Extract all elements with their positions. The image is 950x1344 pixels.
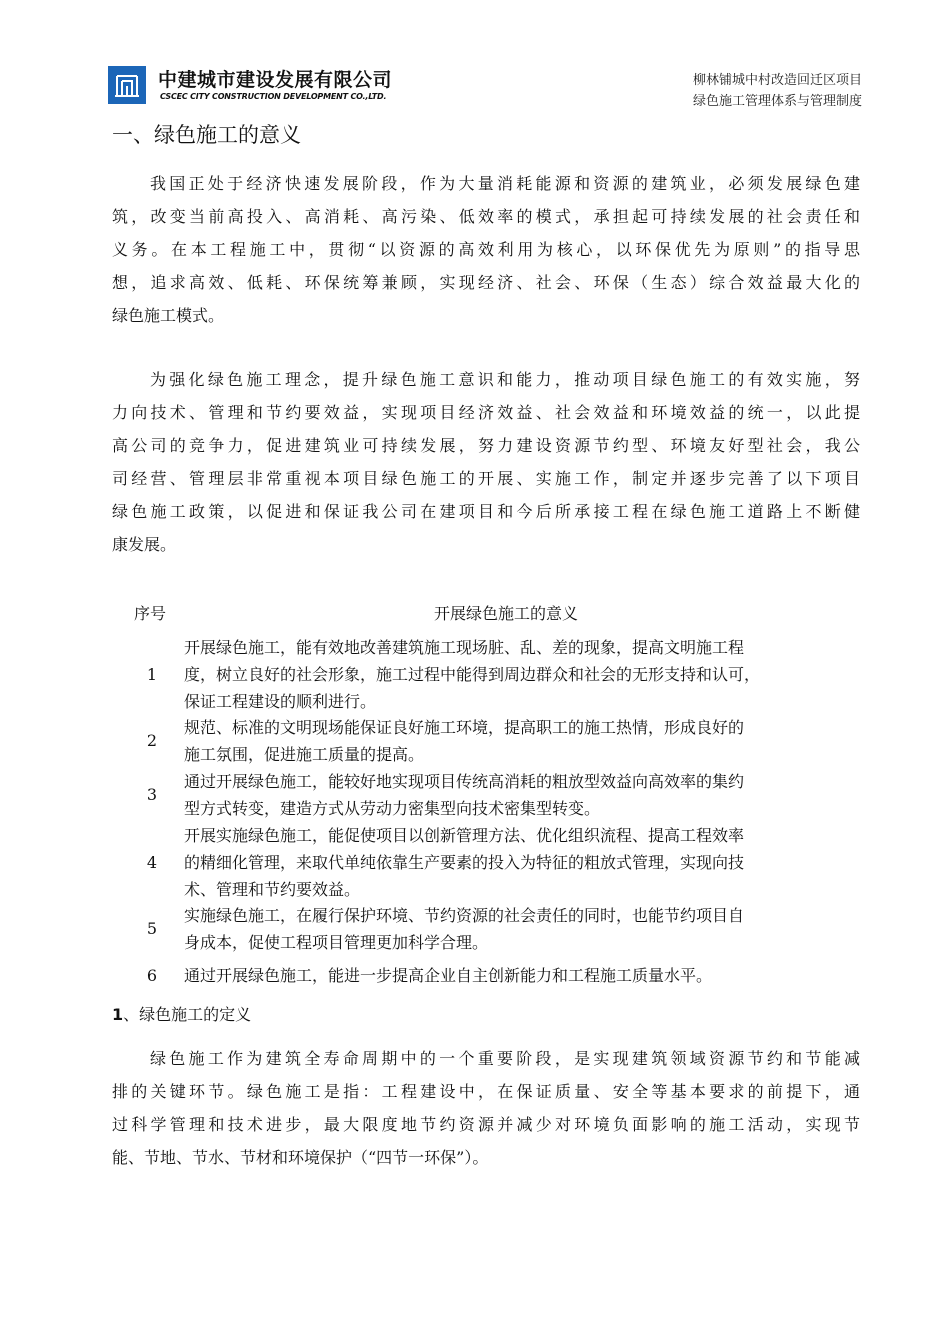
table-row	[112, 634, 860, 715]
row-text-line: 型方式转变，建造方式从劳动力密集型向技术密集型转变。	[184, 799, 601, 818]
row-number: 5	[146, 919, 158, 938]
project-info	[693, 70, 862, 112]
row-text-line: 规范、标准的文明现场能保证良好施工环境，提高职工的施工热情，形成良好的	[184, 718, 745, 737]
paragraph-line: 高公司的竞争力，促进建筑业可持续发展，努力建设资源节约型、环境友好型社会，我公	[112, 436, 860, 455]
paragraph-policy	[112, 363, 860, 561]
column-header-number: 序号	[134, 604, 167, 623]
row-text	[184, 714, 860, 768]
paragraph-line: 过科学管理和技术进步，最大限度地节约资源并减少对环境负面影响的施工活动，实现节	[112, 1115, 860, 1134]
paragraph-line: 筑，改变当前高投入、高消耗、高污染、低效率的模式，承担起可持续发展的社会责任和	[112, 207, 860, 226]
row-text	[184, 962, 860, 989]
row-number: 6	[146, 966, 158, 985]
paragraph-line: 绿色施工作为建筑全寿命周期中的一个重要阶段，是实现建筑领域资源节约和节能减	[150, 1049, 860, 1068]
row-text-line: 身成本，促使工程项目管理更加科学合理。	[184, 933, 489, 952]
section-title: 一、绿色施工的意义	[112, 123, 301, 147]
paragraph-line: 康发展。	[112, 535, 177, 554]
row-text-line: 保证工程建设的顺利进行。	[184, 692, 377, 711]
subsection-title-text: 、绿色施工的定义	[123, 1005, 252, 1024]
row-text	[184, 902, 860, 956]
row-text-line: 施工氛围，促进施工质量的提高。	[184, 745, 425, 764]
column-header-significance: 开展绿色施工的意义	[434, 604, 579, 623]
table-row	[112, 962, 860, 990]
table-row	[112, 822, 860, 903]
company-name-cn: 中建城市建设发展有限公司	[158, 69, 393, 91]
paragraph-line: 司经营、管理层非常重视本项目绿色施工的开展、实施工作，制定并逐步完善了以下项目	[112, 469, 860, 488]
company-name-en: CSCEC CITY CONSTRUCTION DEVELOPMENT CO.,LTD.	[160, 92, 387, 101]
row-text-line: 实施绿色施工，在履行保护环境、节约资源的社会责任的同时，也能节约项目自	[184, 906, 745, 925]
paragraph-line: 力向技术、管理和节约要效益，实现项目经济效益、社会效益和环境效益的统一，以此提	[112, 403, 860, 422]
row-text-line: 开展绿色施工，能有效地改善建筑施工现场脏、乱、差的现象，提高文明施工程	[184, 638, 745, 657]
paragraph-definition	[112, 1042, 860, 1174]
row-text	[184, 822, 860, 903]
row-number: 4	[146, 853, 158, 872]
table-row	[112, 768, 860, 822]
table-row	[112, 714, 860, 768]
row-text	[184, 768, 860, 822]
subsection-title	[112, 1000, 251, 1030]
subsection-number: 1	[112, 1005, 124, 1024]
significance-table-header	[112, 600, 860, 628]
row-number: 3	[146, 785, 158, 804]
row-text-line: 开展实施绿色施工，能促使项目以创新管理方法、优化组织流程、提高工程效率	[184, 826, 745, 845]
paragraph-line: 想，追求高效、低耗、环保统筹兼顾，实现经济、社会、环保（生态）综合效益最大化的	[112, 273, 860, 292]
paragraph-line: 能、节地、节水、节材和环境保护（“四节一环保”）。	[112, 1148, 489, 1167]
row-text-line: 的精细化管理，来取代单纯依靠生产要素的投入为特征的粗放式管理，实现向技	[184, 853, 745, 872]
cscec-logo-icon	[108, 66, 146, 104]
row-number: 1	[146, 665, 158, 684]
paragraph-line: 义务。在本工程施工中，贯彻“以资源的高效利用为核心，以环保优先为原则”的指导思	[112, 240, 860, 259]
page-header	[108, 64, 862, 108]
paragraph-line: 我国正处于经济快速发展阶段，作为大量消耗能源和资源的建筑业，必须发展绿色建	[150, 174, 860, 193]
paragraph-line: 绿色施工政策，以促进和保证我公司在建项目和今后所承接工程在绿色施工道路上不断健	[112, 502, 860, 521]
row-text-line: 术、管理和节约要效益。	[184, 880, 361, 899]
row-text-line: 通过开展绿色施工，能进一步提高企业自主创新能力和工程施工质量水平。	[184, 966, 713, 985]
paragraph-line: 为强化绿色施工理念，提升绿色施工意识和能力，推动项目绿色施工的有效实施，努	[150, 370, 860, 389]
row-number: 2	[146, 731, 158, 750]
paragraph-line: 绿色施工模式。	[112, 306, 225, 325]
document-title: 绿色施工管理体系与管理制度	[692, 94, 862, 109]
row-text	[184, 634, 860, 715]
paragraph-line: 排的关键环节。绿色施工是指：工程建设中，在保证质量、安全等基本要求的前提下，通	[112, 1082, 860, 1101]
project-name: 柳林铺城中村改造回迁区项目	[692, 73, 862, 88]
row-text-line: 通过开展绿色施工，能较好地实现项目传统高消耗的粗放型效益向高效率的集约	[184, 772, 745, 791]
paragraph-intro	[112, 167, 860, 332]
table-row	[112, 902, 860, 956]
row-text-line: 度，树立良好的社会形象，施工过程中能得到周边群众和社会的无形支持和认可，	[184, 665, 761, 684]
